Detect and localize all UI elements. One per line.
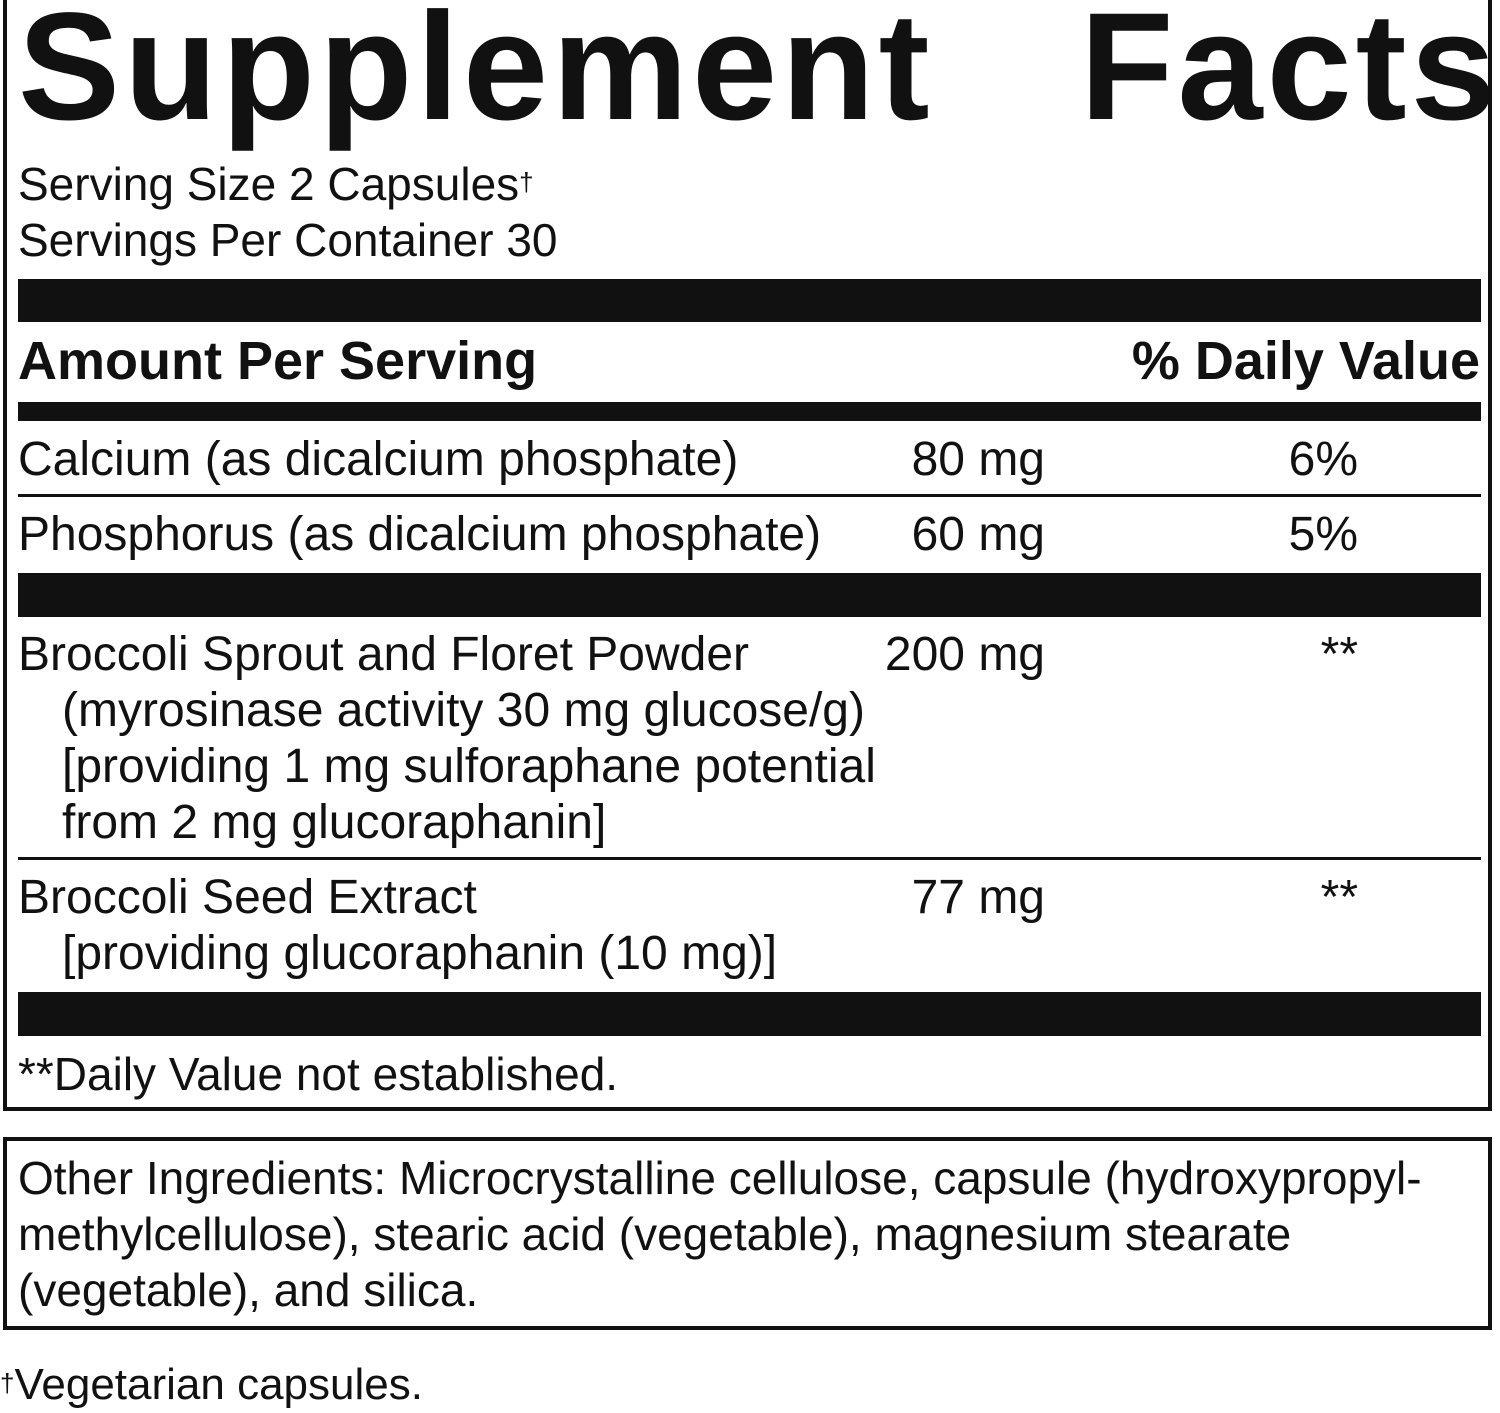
nutrient-name: Phosphorus (as dicalcium phosphate) — [18, 508, 822, 561]
nutrient-row-broccoli-sprout-powder — [18, 627, 876, 851]
panel-title — [18, 0, 1500, 152]
nutrient-row-calcium — [18, 432, 738, 488]
nutrient-detail: (myrosinase activity 30 mg glucose/g) — [62, 684, 865, 737]
title-word-facts: Facts — [1080, 0, 1500, 152]
nutrient-row-phosphorus — [18, 507, 821, 563]
nutrient-daily-value: ** — [1320, 628, 1358, 681]
servings-per-container: Servings Per Container 30 — [18, 214, 558, 266]
thin-divider — [18, 494, 1481, 497]
nutrient-name: Calcium (as dicalcium phosphate) — [18, 433, 739, 486]
thick-divider — [18, 279, 1481, 322]
vegetarian-capsules-note — [0, 1357, 423, 1413]
vegetarian-note-text: Vegetarian capsules. — [14, 1360, 423, 1409]
nutrient-name: Broccoli Sprout and Floret Powder — [18, 628, 750, 681]
amount-per-serving-header: Amount Per Serving — [18, 331, 538, 391]
other-ingredients-text: Other Ingredients: Microcrystalline cellulose, capsule (hydroxypropyl-methylcellulose), stearic acid (vegetable), magnesium stearate (vegetable), and silica. — [18, 1152, 1422, 1316]
nutrient-daily-value: ** — [1320, 871, 1358, 924]
thin-divider — [18, 857, 1481, 860]
nutrient-detail: [providing 1 mg sulforaphane potential — [62, 740, 876, 793]
medium-divider — [18, 402, 1481, 421]
nutrient-amount: 80 mg — [911, 433, 1045, 486]
nutrient-amount: 200 mg — [884, 628, 1045, 681]
title-word-supplement: Supplement — [18, 0, 934, 152]
nutrient-detail: from 2 mg glucoraphanin] — [62, 796, 607, 849]
vegetarian-dagger: † — [0, 1368, 15, 1398]
nutrient-name: Broccoli Seed Extract — [18, 871, 477, 924]
nutrient-daily-value: 5% — [1288, 508, 1358, 561]
nutrient-daily-value: 6% — [1288, 433, 1358, 486]
nutrient-amount: 60 mg — [911, 508, 1045, 561]
nutrient-detail: [providing glucoraphanin (10 mg)] — [62, 927, 778, 980]
serving-size — [18, 156, 534, 212]
thick-divider — [18, 992, 1481, 1036]
daily-value-footnote: **Daily Value not established. — [18, 1048, 619, 1100]
nutrient-row-broccoli-seed-extract — [18, 870, 777, 982]
serving-size-text: Serving Size 2 Capsules — [18, 158, 520, 210]
thick-divider — [18, 573, 1481, 617]
nutrient-amount: 77 mg — [911, 871, 1045, 924]
serving-size-dagger: † — [519, 167, 534, 197]
daily-value-header: % Daily Value — [1131, 331, 1480, 391]
